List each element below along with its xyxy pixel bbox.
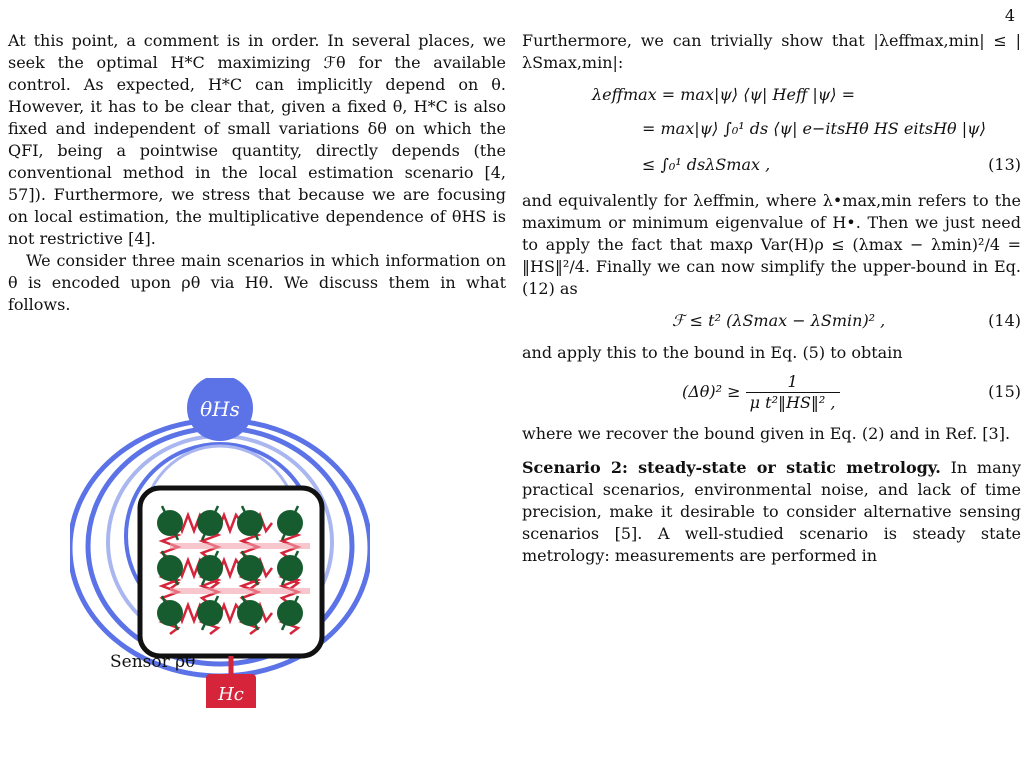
paragraph-after-eq13: and equivalently for λeffmin, where λ•max,min refers to the maximum or minimum eigenvalue of H•. Then we just need to apply the fact that maxρ Var(H)ρ ≤ (λmax − λmin)²/4 = ‖HS‖²/4. Finally we can now simplify the upper-bound in Eq. (12) as xyxy=(522,191,1021,298)
eq14: ℱ ≤ t² (λSmax − λSmin)² , (14) xyxy=(672,311,1021,330)
eq13-line3: ≤ ∫₀¹ dsλSmax , (13) xyxy=(642,155,1021,174)
scenario2-paragraph xyxy=(522,457,1021,567)
eq13-line1: λeffmax = max|ψ⟩ ⟨ψ| Heff |ψ⟩ = xyxy=(592,85,856,104)
right-column xyxy=(522,30,1021,567)
left-column xyxy=(8,30,506,316)
theta-hs-label: θHs xyxy=(200,397,240,421)
eq15-number: (15) xyxy=(988,382,1021,401)
eq14-number: (14) xyxy=(988,311,1021,330)
paragraph-after-eq15: where we recover the bound given in Eq. (2) and in Ref. [3]. xyxy=(522,424,1011,443)
paragraph-comment: At this point, a comment is in order. In several places, we seek the optimal H*C maximizing ℱθ for the available control. As expected, H*C can implicitly depend on θ. However, it has to be clear that, given a fixed θ, H*C is also fixed and independent of small variations δθ on which the QFI, being a pointwise quantity, directly depends (the conventional method in the local estimation scenario [4, 57]). Furthermore, we stress that because we are focusing on local estimation, the multiplicative dependence of θHS is not restrictive [4]. xyxy=(8,31,506,248)
paragraph-intro: Furthermore, we can trivially show that |λeffmax,min| ≤ |λSmax,min|: xyxy=(522,31,1021,72)
hc-label: Hc xyxy=(218,684,244,705)
eq13-number: (13) xyxy=(988,155,1021,174)
eq15: (Δθ)² ≥ $\frac{1}{\text{μ t²‖HS‖² ,}}$ (15) xyxy=(682,372,1021,412)
scenario2-text: In many practical scenarios, environmental noise, and lack of time precision, make it desirable to consider alternative sensing scenarios [5]. A well-studied scenario is steady state metrology: measurements are performed in xyxy=(522,458,1021,565)
paragraph-after-eq14: and apply this to the bound in Eq. (5) to obtain xyxy=(522,343,903,362)
sensor-label: Sensor ρθ xyxy=(110,652,196,672)
scenario2-title: Scenario 2: steady-state or static metrology. xyxy=(522,458,941,477)
paragraph-scenarios: We consider three main scenarios in which information on θ is encoded upon ρθ via Hθ. We discuss them in what follows. xyxy=(8,251,506,314)
eq15-fraction: $\frac{1}{\text{μ t²‖HS‖² ,}}$ xyxy=(746,372,840,413)
eq13-line2: = max|ψ⟩ ∫₀¹ ds ⟨ψ| e−itsHθ HS eitsHθ |ψ⟩ xyxy=(642,119,986,138)
page-number: 4 xyxy=(1004,6,1015,25)
